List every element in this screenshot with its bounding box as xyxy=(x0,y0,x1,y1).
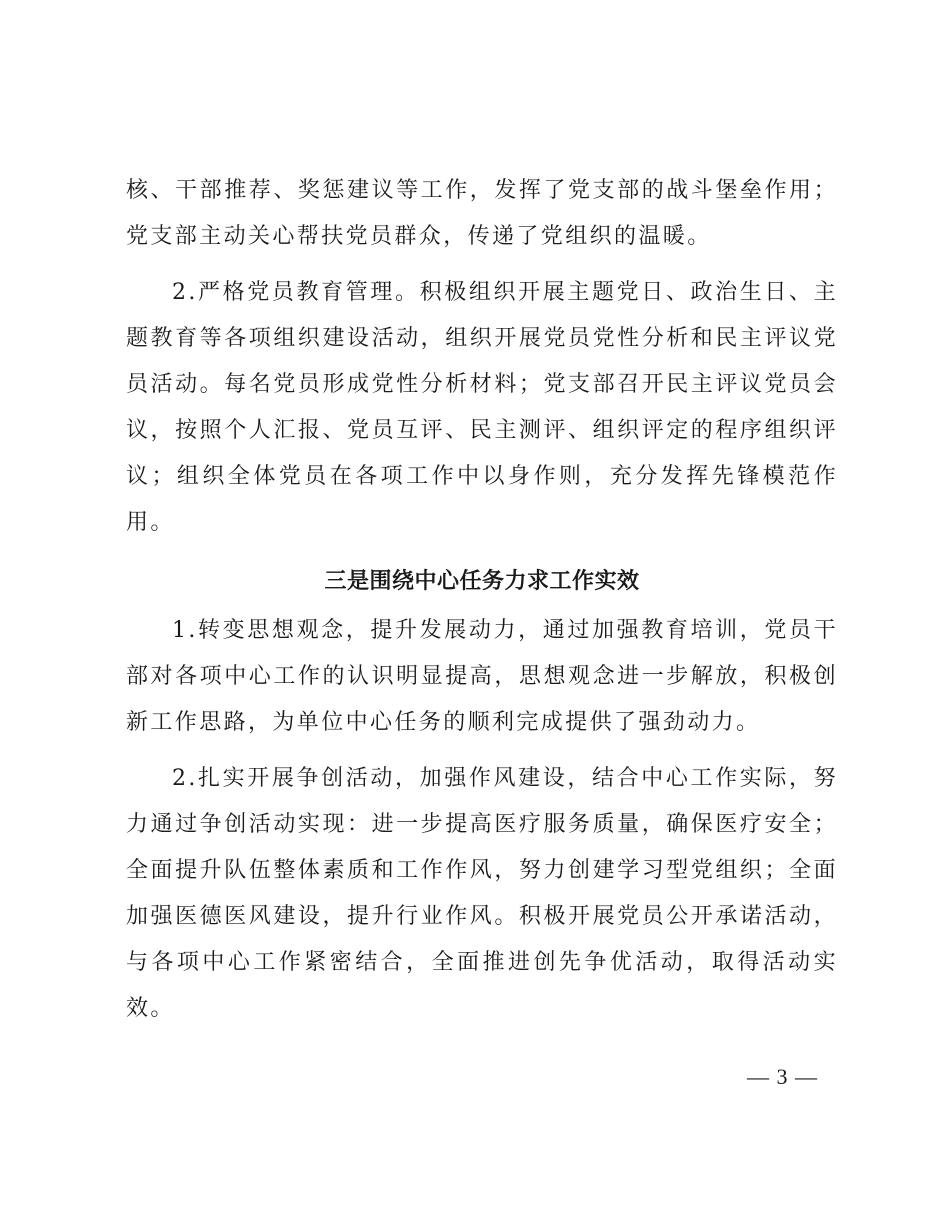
page-number: — 3 — xyxy=(747,1064,818,1089)
document-body xyxy=(126,168,838,1032)
section-heading: 三是围绕中心任务力求工作实效 xyxy=(324,568,640,594)
paragraph-change-thinking: 1.转变思想观念，提升发展动力，通过加强教育培训，党员干部对各项中心工作的认识明显提高，思想观念进一步解放，积极创新工作思路，为单位中心任务的顺利完成提供了强劲动力。 xyxy=(126,618,838,735)
paragraph-continuation: 核、干部推荐、奖惩建议等工作，发挥了党支部的战斗堡垒作用；党支部主动关心帮扶党员群众，传递了党组织的温暖。 xyxy=(126,178,838,249)
paragraph-competition-activities: 2.扎实开展争创活动，加强作风建设，结合中心工作实际，努力通过争创活动实现：进一步提高医疗服务质量，确保医疗安全；全面提升队伍整体素质和工作作风，努力创建学习型党组织；全面加强医德医风建设，提升行业作风。积极开展党员公开承诺活动，与各项中心工作紧密结合，全面推进创先争优活动，取得活动实效。 xyxy=(126,766,838,1021)
paragraph-party-member-education: 2.严格党员教育管理。积极组织开展主题党日、政治生日、主题教育等各项组织建设活动，组织开展党员党性分析和民主评议党员活动。每名党员形成党性分析材料；党支部召开民主评议党员会议，按照个人汇报、党员互评、民主测评、组织评定的程序组织评议；组织全体党员在各项工作中以身作则，充分发挥先锋模范作用。 xyxy=(126,280,838,535)
